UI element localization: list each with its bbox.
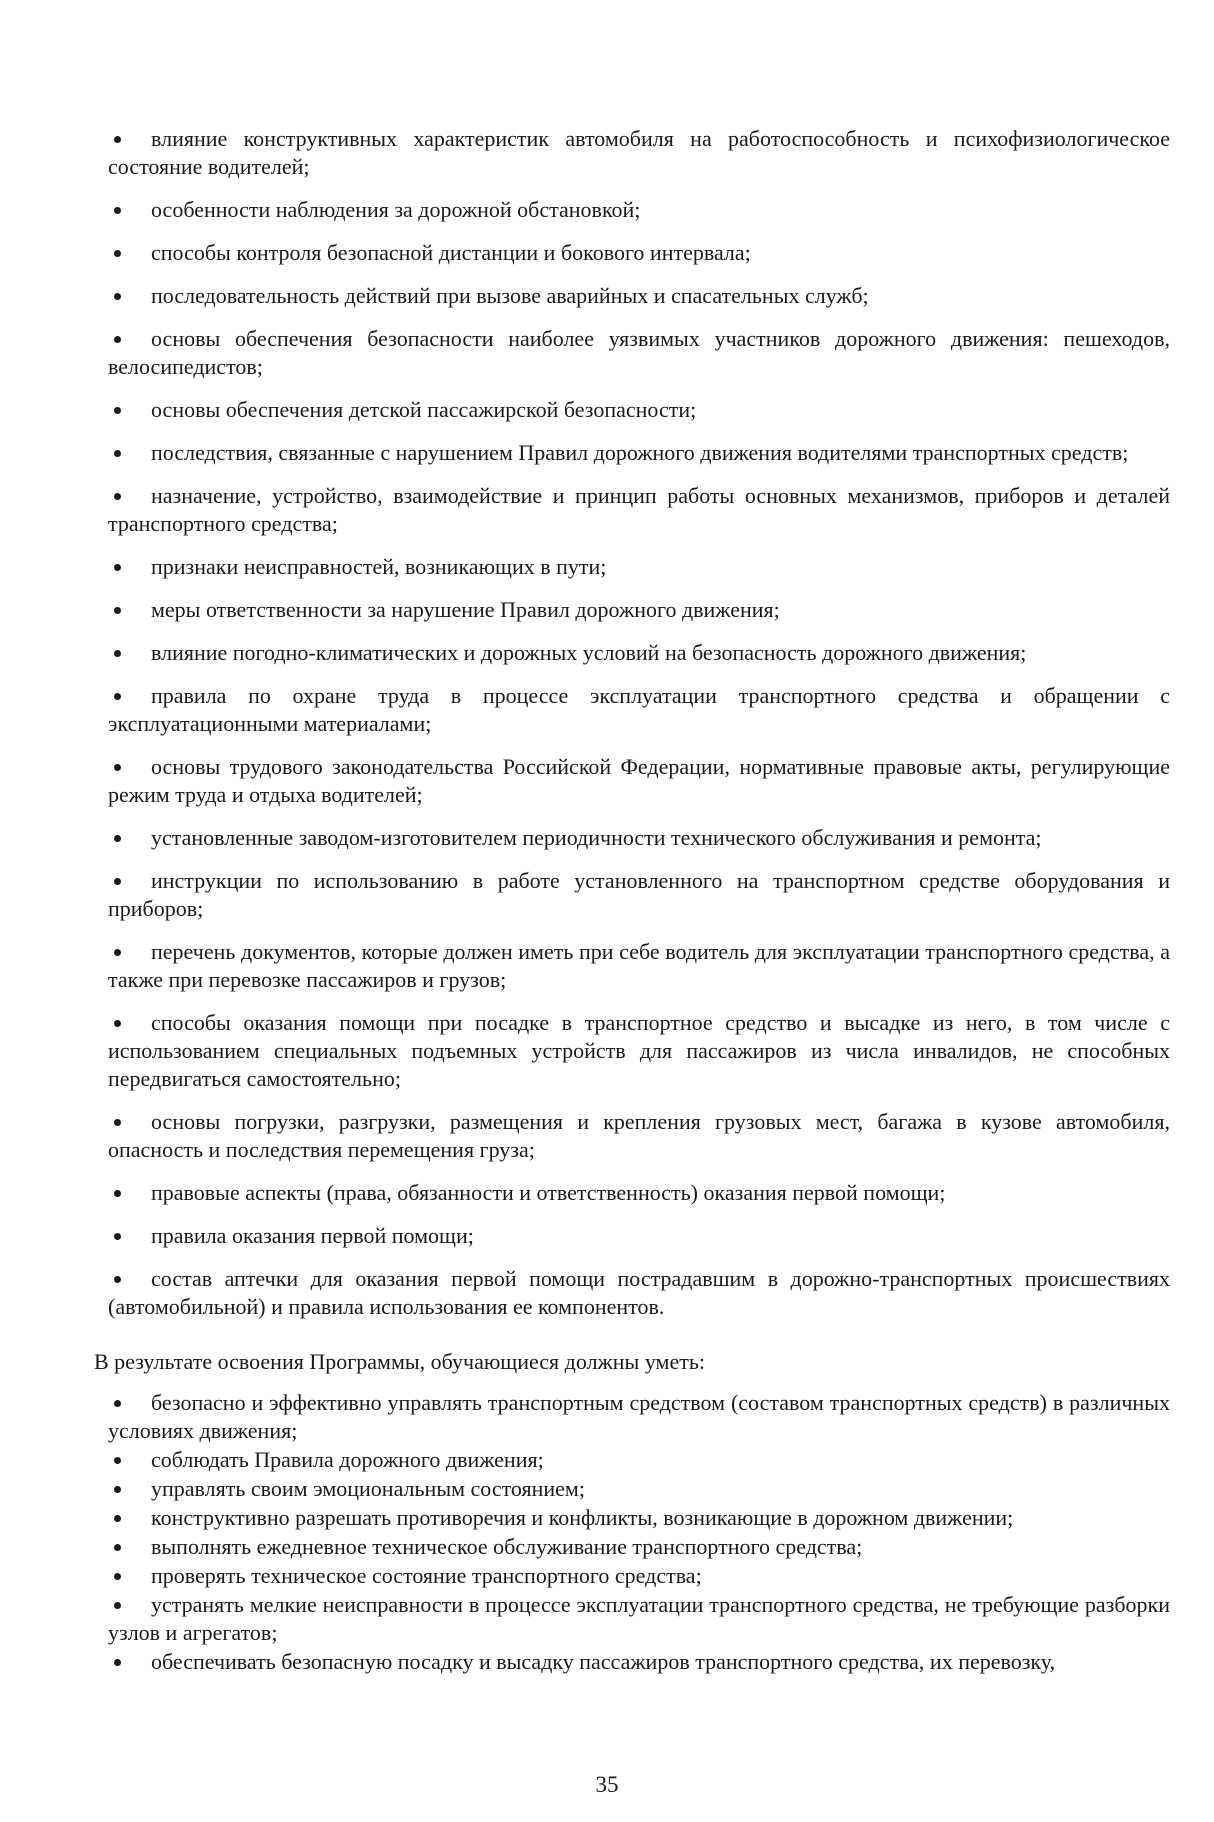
- list-item: инструкции по использованию в работе установленного на транспортном средстве оборудования и приборов;: [108, 868, 1170, 921]
- list-item: способы оказания помощи при посадке в транспортное средство и высадке из него, в том числе с использованием специальных подъемных устройств для пассажиров из числа инвалидов, не способных передвигаться самостоятельно;: [108, 1010, 1170, 1091]
- skills-intro: В результате освоения Программы, обучающиеся должны уметь:: [94, 1349, 705, 1374]
- list-item: меры ответственности за нарушение Правил дорожного движения;: [108, 596, 1170, 624]
- list-item: управлять своим эмоциональным состоянием;: [108, 1475, 1170, 1503]
- list-item: обеспечивать безопасную посадку и высадку пассажиров транспортного средства, их перевозку,: [108, 1648, 1170, 1676]
- list-item: особенности наблюдения за дорожной обстановкой;: [108, 196, 1170, 224]
- list-item: основы обеспечения безопасности наиболее уязвимых участников дорожного движения: пешеходов, велосипедистов;: [108, 326, 1170, 379]
- list-item: проверять техническое состояние транспортного средства;: [108, 1562, 1170, 1590]
- list-item: выполнять ежедневное техническое обслуживание транспортного средства;: [108, 1533, 1170, 1561]
- list-item: установленные заводом-изготовителем периодичности технического обслуживания и ремонта;: [108, 824, 1170, 852]
- list-item: основы трудового законодательства Российской Федерации, нормативные правовые акты, регулирующие режим труда и отдыха водителей;: [108, 754, 1170, 807]
- list-item: правила оказания первой помощи;: [108, 1222, 1170, 1250]
- page-number: 35: [595, 1772, 619, 1797]
- list-item: признаки неисправностей, возникающих в пути;: [108, 553, 1170, 581]
- skills-list: [108, 1389, 1170, 1676]
- list-item: основы обеспечения детской пассажирской безопасности;: [108, 396, 1170, 424]
- list-item: правовые аспекты (права, обязанности и ответственность) оказания первой помощи;: [108, 1179, 1170, 1207]
- list-item: назначение, устройство, взаимодействие и принцип работы основных механизмов, приборов и деталей транспортного средства;: [108, 483, 1170, 536]
- list-item: влияние конструктивных характеристик автомобиля на работоспособность и психофизиологическое состояние водителей;: [108, 126, 1170, 179]
- knowledge-list: [108, 125, 1170, 1321]
- list-item: последствия, связанные с нарушением Правил дорожного движения водителями транспортных средств;: [108, 439, 1170, 467]
- list-item: влияние погодно-климатических и дорожных условий на безопасность дорожного движения;: [108, 639, 1170, 667]
- list-item: способы контроля безопасной дистанции и бокового интервала;: [108, 239, 1170, 267]
- list-item: соблюдать Правила дорожного движения;: [108, 1446, 1170, 1474]
- list-item: устранять мелкие неисправности в процессе эксплуатации транспортного средства, не требующие разборки узлов и агрегатов;: [108, 1592, 1170, 1645]
- list-item: состав аптечки для оказания первой помощи пострадавшим в дорожно-транспортных происшествиях (автомобильной) и правила использования ее компонентов.: [108, 1266, 1170, 1319]
- list-item: конструктивно разрешать противоречия и конфликты, возникающие в дорожном движении;: [108, 1504, 1170, 1532]
- list-item: основы погрузки, разгрузки, размещения и крепления грузовых мест, багажа в кузове автомобиля, опасность и последствия перемещения груза;: [108, 1109, 1170, 1162]
- list-item: правила по охране труда в процессе эксплуатации транспортного средства и обращении с эксплуатационными материалами;: [108, 683, 1170, 736]
- list-item: перечень документов, которые должен иметь при себе водитель для эксплуатации транспортного средства, а также при перевозке пассажиров и грузов;: [108, 939, 1170, 992]
- page-content: [94, 125, 1170, 1677]
- list-item: безопасно и эффективно управлять транспортным средством (составом транспортных средств) в различных условиях движения;: [108, 1390, 1170, 1443]
- list-item: последовательность действий при вызове аварийных и спасательных служб;: [108, 282, 1170, 310]
